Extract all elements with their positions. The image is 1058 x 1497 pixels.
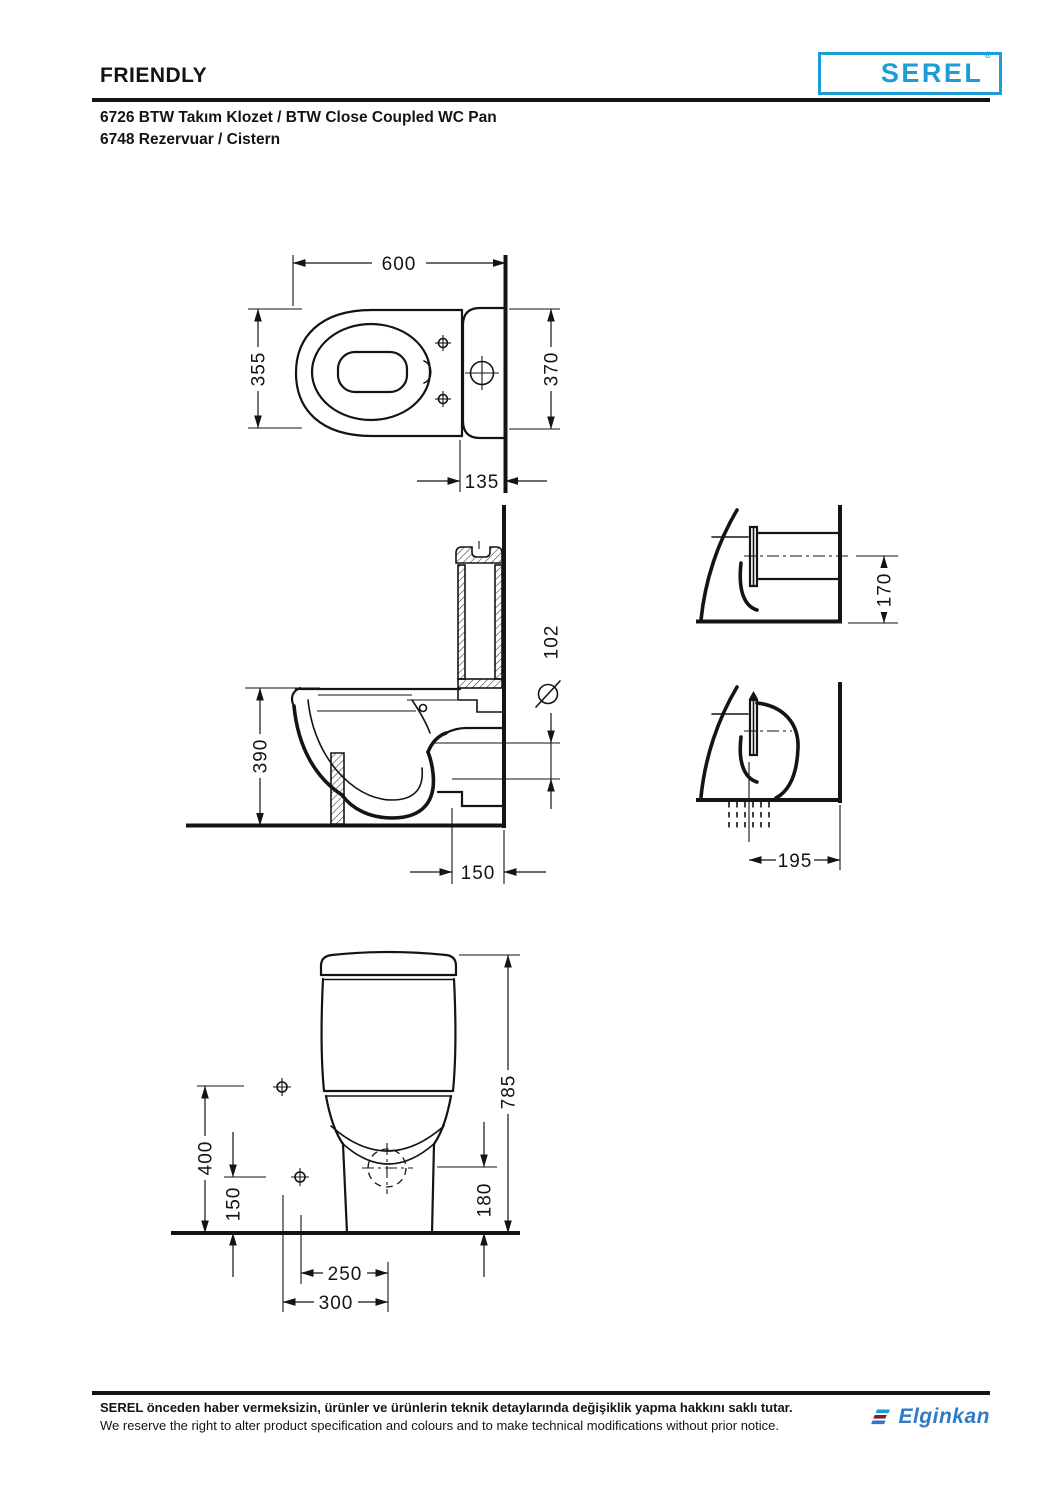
page-title: FRIENDLY (100, 64, 208, 87)
footer-disclaimer (100, 1399, 793, 1434)
tank-side-left (322, 979, 324, 1091)
disclaimer-english: We reserve the right to alter product specification and colours and to make technical modifications without prior notice. (100, 1417, 779, 1433)
horizontal-outlet-detail (696, 505, 898, 623)
pedestal-left (343, 1144, 347, 1233)
dim-cistern-depth (417, 440, 547, 493)
dim-label-150-side: 150 (460, 863, 496, 884)
bowl-front (326, 1096, 451, 1233)
cistern-lid (456, 547, 502, 563)
elginkan-logo (869, 1405, 990, 1429)
dim-outlet-center-offset (749, 805, 840, 872)
diameter-icon (536, 681, 560, 707)
vertical-outlet-detail (696, 682, 842, 872)
seat-cover-outline (296, 310, 462, 436)
dim-label-355: 355 (248, 351, 270, 387)
fixing-hole (291, 1168, 309, 1186)
top-view (248, 252, 563, 493)
outlet-top (446, 728, 503, 733)
flange-pointer (749, 691, 758, 699)
outlet-bottom (438, 792, 503, 806)
seat-ring-outline (312, 324, 430, 420)
bowl-rear-profile (701, 687, 737, 797)
cistern-section (456, 541, 503, 712)
outlet-dome (757, 703, 798, 798)
front-view (171, 952, 520, 1314)
dim-label-250: 250 (327, 1264, 363, 1285)
dim-label-390: 390 (250, 738, 272, 774)
elginkan-wordmark: Elginkan (898, 1405, 990, 1428)
flush-button (465, 356, 499, 390)
dim-label-102: 102 (541, 624, 563, 660)
dim-label-785: 785 (498, 1074, 520, 1110)
fixing-hole (435, 335, 451, 351)
dim-label-300: 300 (318, 1293, 354, 1314)
dim-label-135: 135 (464, 472, 500, 493)
dim-outlet-offset (410, 808, 546, 884)
dim-lower-fixing-height (224, 1132, 267, 1277)
dim-cistern-width (509, 309, 563, 429)
rim-lip (292, 688, 300, 706)
dim-overall-depth (293, 252, 506, 306)
fixing-hole (435, 391, 451, 407)
side-section-view (186, 505, 563, 884)
product-line-1: 6726 BTW Takım Klozet / BTW Close Coupled WC Pan (100, 109, 497, 126)
dim-label-150-front: 150 (223, 1186, 245, 1222)
dim-label-180: 180 (474, 1182, 496, 1218)
bowl-inner-profile (308, 700, 422, 800)
outlet-projection (362, 1143, 413, 1194)
cistern-front (321, 952, 456, 1096)
dim-pan-width (248, 309, 302, 428)
dim-label-195: 195 (777, 851, 813, 872)
rim-arc-lower (342, 1143, 435, 1164)
registered-trademark-icon: ® (984, 50, 991, 60)
dim-label-400: 400 (195, 1140, 217, 1176)
dim-fixing-spans (283, 1195, 388, 1314)
bowl-rear-profile (701, 510, 737, 620)
dim-label-600: 600 (381, 254, 417, 275)
dim-outlet-center-height-front (437, 1122, 497, 1277)
pedestal-right (432, 1144, 434, 1233)
elginkan-mark-icon (869, 1407, 893, 1427)
fixing-hole (273, 1078, 291, 1096)
pan-section (292, 688, 503, 824)
cistern-wall-right (495, 565, 502, 679)
seat-hinge (420, 705, 427, 712)
dim-label-370: 370 (541, 351, 563, 387)
cistern-bottom (458, 679, 502, 688)
serel-wordmark: SEREL® (880, 50, 991, 88)
dim-label-170: 170 (874, 572, 896, 608)
disclaimer-turkish: SEREL önceden haber vermeksizin, ürünler ve ürünlerin teknik detaylarında değişiklik yapma hakkını saklı tutar. (100, 1400, 793, 1415)
dim-outlet-center-height (848, 556, 898, 623)
tank-side-right (453, 979, 455, 1091)
pedestal-section (331, 753, 344, 824)
cistern-wall-left (458, 565, 465, 679)
product-line-2: 6748 Rezervuar / Cistern (100, 131, 281, 148)
cistern-lid (321, 952, 456, 975)
bowl-opening-outline (338, 352, 407, 392)
footer-divider (92, 1391, 990, 1395)
